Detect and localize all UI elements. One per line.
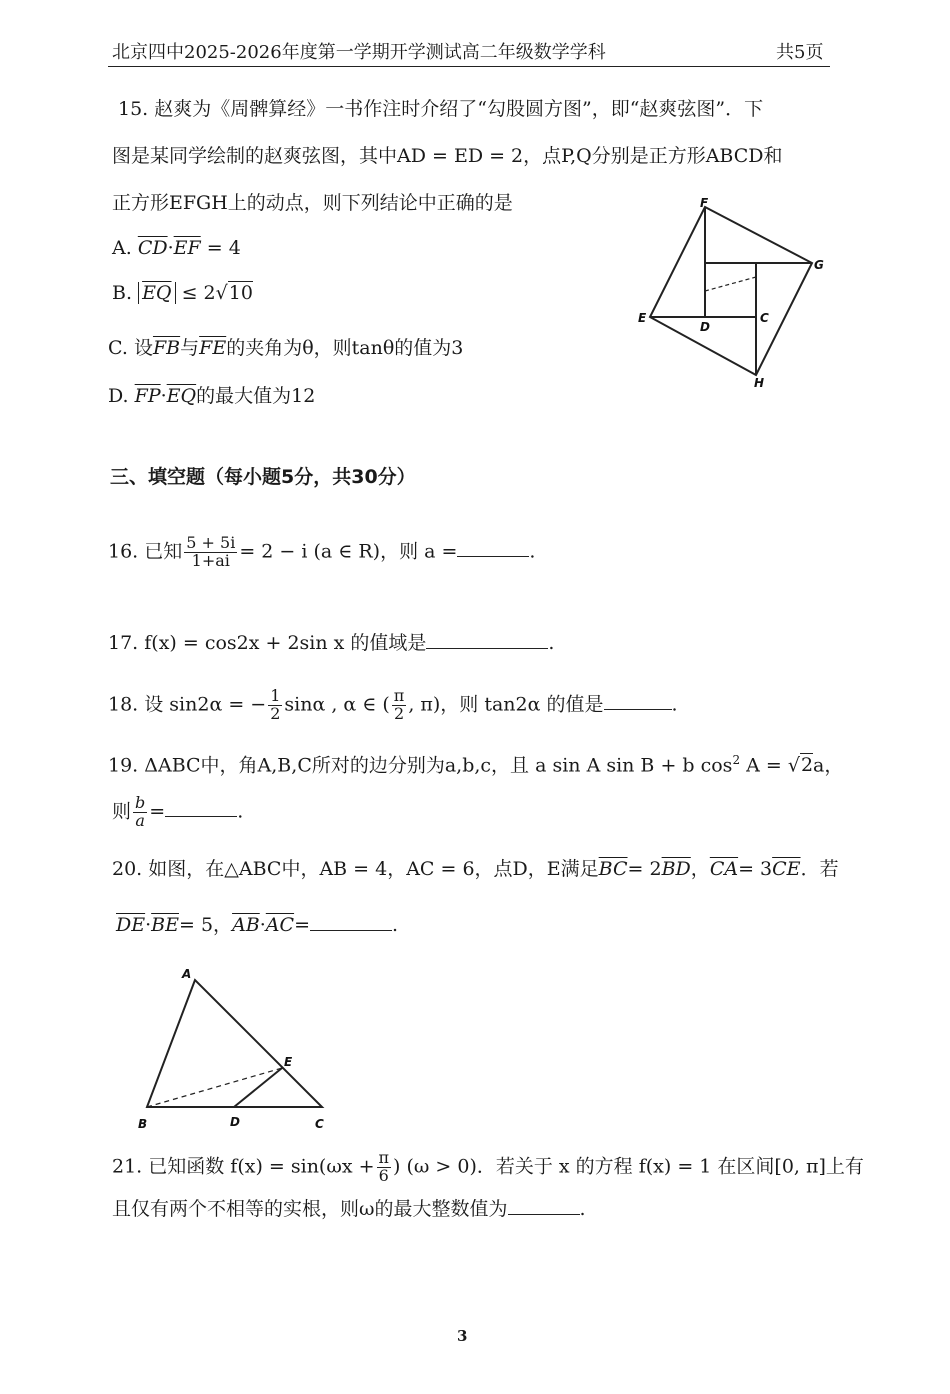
q19-eq: = (149, 800, 166, 823)
q20-eq4: = (294, 914, 310, 936)
header-rule (108, 66, 830, 67)
label-d: D (230, 1115, 240, 1129)
vector-ef: $\overline{EF}$ (173, 237, 201, 259)
vector-ab: $\overline{AB}$ (232, 914, 260, 936)
label-a: A (182, 967, 192, 981)
option-a-rhs: = 4 (206, 237, 241, 259)
q19-answer-blank[interactable] (165, 798, 237, 817)
label-b: B (138, 1117, 148, 1131)
option-b-le: ≤ 2 (181, 282, 216, 304)
q15-line1-text: 赵爽为《周髀算经》一书作注时介绍了“勾股圆方图”，即“赵爽弦图”．下 (154, 98, 764, 120)
q16-fraction (184, 535, 237, 570)
q18-mid: sinα , α ∈ ( (284, 693, 390, 716)
q21-line2 (112, 1196, 586, 1221)
q20-eq1: = 2 (627, 858, 662, 880)
vector-eq: $\overline{EQ}$ (166, 385, 197, 407)
q21-frac-num: π (378, 1148, 390, 1167)
q18-answer-blank[interactable] (604, 691, 672, 710)
q19-end: . (237, 800, 244, 823)
q15-option-d (108, 385, 315, 408)
q18-f2-den: 2 (393, 703, 405, 723)
q15-number: 15. (118, 98, 149, 120)
q20-end: . (391, 914, 399, 936)
q18-f2-num: π (393, 686, 405, 705)
vector-fe: $\overline{FE}$ (199, 337, 227, 359)
triangle-abc-figure (130, 960, 340, 1140)
q20-line1 (112, 858, 839, 881)
q19-line1 (108, 753, 843, 777)
dot-operator: · (160, 385, 167, 407)
q15-option-c (108, 337, 463, 360)
q17 (108, 630, 554, 655)
abs-vector-eq: $\overline{EQ}$ (138, 282, 175, 304)
vector-ac: $\overline{AC}$ (265, 914, 295, 936)
q20-eq2: = 3 (738, 858, 773, 880)
q16-answer-blank[interactable] (457, 538, 529, 557)
page-number: 3 (457, 1327, 468, 1345)
q19-line1-post: a， (813, 754, 844, 777)
q16 (108, 535, 535, 570)
sqrt-sign: √ (215, 282, 228, 304)
q16-frac-num: 5 + 5i (186, 533, 236, 552)
sqrt-sign: √ (787, 754, 800, 777)
vector-ca: $\overline{CA}$ (709, 858, 739, 880)
q16-frac-den: 1+ai (191, 550, 230, 570)
q21-line1-pre: 21. 已知函数 f(x) = sin(ωx + (112, 1155, 375, 1178)
option-d-label: D. (108, 385, 129, 407)
q17-text: 17. f(x) = cos2x + 2sin x 的值域是 (108, 632, 427, 654)
q21-frac-den: 6 (378, 1165, 389, 1185)
vector-cd: $\overline{CD}$ (137, 237, 168, 259)
q19-frac-num: b (135, 793, 146, 812)
q16-pre: 16. 已知 (108, 540, 183, 563)
q19-line2 (112, 795, 243, 830)
q20-line1-pre: 20. 如图，在△ABC中，AB = 4，AC = 6，点D，E满足 (112, 858, 599, 880)
q19-line2-pre: 则 (112, 800, 132, 823)
q18-f1-num: 1 (270, 686, 281, 705)
square-efgh (650, 207, 812, 375)
section-3-title: 三、填空题（每小题5分，共30分） (110, 466, 416, 488)
label-d: D (700, 320, 710, 334)
q18-fraction-pi-half (392, 688, 407, 723)
option-c-pre: 设 (133, 337, 153, 359)
q15-line2: 图是某同学绘制的赵爽弦图，其中AD = ED = 2，点P,Q分别是正方形ABCD和 (112, 145, 783, 167)
segment-d-e (234, 1068, 282, 1107)
q20-line2 (116, 912, 398, 937)
segment-b-e (147, 1068, 282, 1107)
vector-ce: $\overline{CE}$ (772, 858, 801, 880)
label-e: E (284, 1055, 293, 1069)
option-d-post: 的最大值为12 (196, 385, 316, 407)
label-c: C (315, 1117, 324, 1131)
q21-answer-blank[interactable] (508, 1196, 580, 1215)
label-c: C (760, 311, 769, 325)
option-c-post: 的夹角为θ，则tanθ的值为3 (226, 337, 464, 359)
sqrt-radicand: 10 (228, 282, 253, 304)
q18-fraction-half (268, 688, 282, 723)
label-f: F (700, 196, 709, 210)
dot-operator: · (167, 237, 174, 259)
triangle-abc (147, 980, 322, 1107)
q21-fraction (377, 1150, 392, 1185)
label-e: E (638, 311, 647, 325)
q19-fraction (133, 795, 147, 830)
header-title: 北京四中2025-2026年度第一学期开学测试高二年级数学学科 (112, 42, 606, 63)
q15-line1 (118, 98, 763, 121)
q15-option-b (112, 282, 253, 305)
q18-pre: 18. 设 sin2α = − (108, 693, 267, 716)
q16-mid: = 2 − i (a ∈ R)，则 a = (239, 540, 458, 563)
q21-end: . (579, 1198, 586, 1220)
q19-superscript: 2 (732, 753, 741, 767)
vector-de: $\overline{DE}$ (116, 914, 146, 936)
option-c-mid: 与 (180, 337, 200, 359)
dot-operator: · (145, 914, 152, 936)
vector-be: $\overline{BE}$ (151, 914, 179, 936)
q17-end: . (548, 632, 555, 654)
q16-end: . (529, 540, 536, 563)
label-h: H (754, 376, 765, 390)
q18-f1-den: 2 (270, 703, 281, 723)
dot-operator: · (259, 914, 266, 936)
vector-fb: $\overline{FB}$ (152, 337, 181, 359)
q19-line1-mid: A = (740, 754, 788, 777)
option-b-label: B. (112, 282, 133, 304)
vector-bc: $\overline{BC}$ (598, 858, 628, 880)
q21-line2-text: 且仅有两个不相等的实根，则ω的最大整数值为 (112, 1198, 508, 1220)
q21-line1 (112, 1150, 864, 1185)
q20-answer-blank[interactable] (310, 912, 392, 931)
q18 (108, 688, 678, 723)
option-a-label: A. (112, 237, 132, 259)
q15-line3: 正方形EFGH上的动点，则下列结论中正确的是 (112, 192, 513, 214)
q18-end: . (671, 693, 678, 716)
option-c-label: C. (108, 337, 128, 359)
q19-line1-pre: 19. ΔABC中，角A,B,C所对的边分别为a,b,c，且 a sin A sin B + b cos (108, 754, 733, 777)
q19-frac-den: a (135, 810, 145, 830)
dashed-segment (705, 277, 756, 291)
q20-line1-end: ．若 (800, 858, 839, 880)
zhao-shuang-figure (630, 195, 830, 395)
label-g: G (814, 258, 824, 272)
q19-sqrt-radicand: 2 (800, 754, 814, 777)
q18-post: , π)，则 tan2α 的值是 (408, 693, 604, 716)
vector-fp: $\overline{FP}$ (134, 385, 161, 407)
q17-answer-blank[interactable] (426, 630, 548, 649)
q20-comma: ， (690, 858, 710, 880)
q20-eq3: = 5， (179, 914, 233, 936)
vector-bd: $\overline{BD}$ (661, 858, 691, 880)
q21-line1-post: ) (ω > 0)．若关于 x 的方程 f(x) = 1 在区间[0, π]上有 (393, 1155, 864, 1178)
header-page-count: 共5页 (776, 42, 824, 63)
q15-option-a (112, 237, 241, 260)
